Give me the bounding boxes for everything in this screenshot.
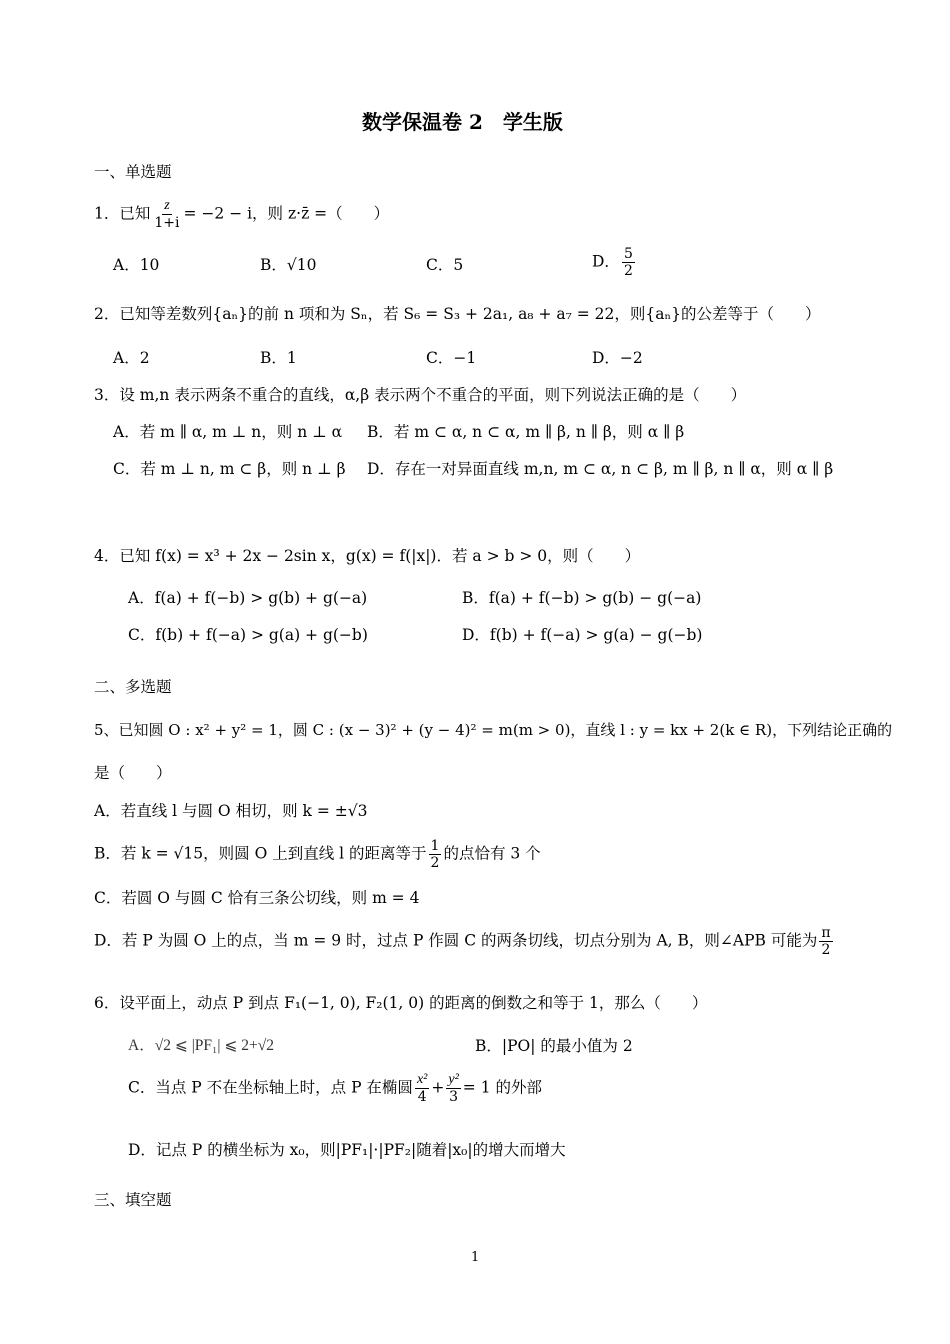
q6-c-den2: 3 <box>449 1089 459 1105</box>
q5-option-c: C．若圆 O 与圆 C 恰有三条公切线，则 m = 4 <box>94 889 420 907</box>
question-4-stem: 4．已知 f(x) = x³ + 2x − 2sin x，g(x) = f(|x|)．若 a > b > 0，则（ ） <box>94 547 641 565</box>
q6-c-num1: x² <box>416 1072 428 1087</box>
page-number: 1 <box>471 1250 480 1265</box>
page-title: 数学保温卷 2 学生版 <box>362 110 563 134</box>
q1-d-den: 2 <box>623 263 633 279</box>
q1-fraction <box>152 198 181 231</box>
q6-c-den1: 4 <box>417 1089 427 1105</box>
q6-option-b: B．|PO| 的最小值为 2 <box>475 1037 633 1055</box>
q1-option-b: B．√10 <box>260 256 317 274</box>
q2-option-c: C．−1 <box>426 349 477 367</box>
q2-option-b: B．1 <box>260 349 297 367</box>
q1-frac-den: 1+i <box>154 215 180 231</box>
q5-b-den: 2 <box>430 855 440 871</box>
q6-option-d: D．记点 P 的横坐标为 x₀，则|PF₁|·|PF₂|随着|x₀|的增大而增大 <box>128 1141 566 1159</box>
q1-option-c: C．5 <box>426 256 464 274</box>
q5-b-pre: B．若 k = √15，则圆 O 上到直线 l 的距离等于 <box>94 844 427 863</box>
q6-option-c <box>128 1072 542 1105</box>
section-heading-single-choice: 一、单选题 <box>94 163 172 181</box>
q1-d-label: D． <box>592 252 620 271</box>
q5-d-num: π <box>821 925 831 941</box>
q5-b-post: 的点恰有 3 个 <box>443 844 541 863</box>
q4-option-a: A．f(a) + f(−b) > g(b) + g(−a) <box>128 589 368 607</box>
q6-c-plus: + <box>431 1078 445 1097</box>
question-5-stem-line2: 是（ ） <box>94 764 172 782</box>
question-6-stem: 6．设平面上，动点 P 到点 F₁(−1, 0), F₂(1, 0) 的距离的倒数之和等于 1，那么（ ） <box>94 994 708 1012</box>
q4-option-d: D．f(b) + f(−a) > g(a) − g(−b) <box>462 626 703 644</box>
q5-option-d <box>94 925 835 958</box>
q5-d-pre: D．若 P 为圆 O 上的点，当 m = 9 时，过点 P 作圆 C 的两条切线，切点分别为 A, B，则∠APB 可能为 <box>94 931 818 950</box>
q1-d-fraction <box>622 246 635 279</box>
q6-c-post: = 1 的外部 <box>462 1078 542 1097</box>
q1-option-d <box>592 246 637 279</box>
q5-b-num: 1 <box>430 838 440 854</box>
q4-option-b: B．f(a) + f(−b) > g(b) − g(−a) <box>462 589 702 607</box>
section-heading-multi-choice: 二、多选题 <box>94 678 172 696</box>
q1-pre: 1．已知 <box>94 204 151 223</box>
q5-option-b <box>94 838 541 871</box>
q5-b-fraction <box>429 838 442 871</box>
q3-option-c: C．若 m ⊥ n, m ⊂ β，则 n ⊥ β <box>113 460 346 478</box>
question-1-stem <box>94 198 389 231</box>
q6-c-fraction-x <box>415 1072 429 1105</box>
q4-option-c: C．f(b) + f(−a) > g(a) + g(−b) <box>128 626 368 644</box>
q3-option-d: D．存在一对异面直线 m,n, m ⊂ α, n ⊂ β, m ∥ β, n ∥ α，则 α ∥ β <box>367 460 834 478</box>
q5-option-a: A．若直线 l 与圆 O 相切，则 k = ±√3 <box>94 802 368 820</box>
q1-frac-num: z <box>164 198 170 213</box>
q1-d-num: 5 <box>623 246 633 262</box>
q5-d-den: 2 <box>821 942 831 958</box>
q6-c-pre: C．当点 P 不在坐标轴上时，点 P 在椭圆 <box>128 1078 413 1097</box>
q5-d-fraction <box>819 925 832 958</box>
q3-option-b: B．若 m ⊂ α, n ⊂ α, m ∥ β, n ∥ β，则 α ∥ β <box>367 423 685 441</box>
question-5-stem-line1: 5、已知圆 O : x² + y² = 1，圆 C : (x − 3)² + (y − 4)² = m(m > 0)，直线 l : y = kx + 2(k ∈ R)，下列结论正确的 <box>94 721 893 739</box>
section-heading-fill-blank: 三、填空题 <box>94 1191 172 1209</box>
q6-c-num2: y² <box>448 1072 459 1087</box>
q1-option-a: A．10 <box>113 256 160 274</box>
q6-c-fraction-y <box>446 1072 460 1105</box>
question-3-stem: 3．设 m,n 表示两条不重合的直线，α,β 表示两个不重合的平面，则下列说法正确的是（ ） <box>94 386 747 404</box>
q6-option-a: A．√2 ⩽ |PF₁| ⩽ 2+√2 <box>128 1037 275 1054</box>
q1-post: = −2 − i，则 z·z̄ =（ ） <box>183 204 390 223</box>
q3-option-a: A．若 m ∥ α, m ⊥ n，则 n ⊥ α <box>113 423 343 441</box>
q2-option-d: D．−2 <box>592 349 643 367</box>
q2-option-a: A．2 <box>113 349 150 367</box>
question-2-stem: 2．已知等差数列{aₙ}的前 n 项和为 Sₙ，若 S₆ = S₃ + 2a₁, a₈ + a₇ = 22，则{aₙ}的公差等于（ ） <box>94 305 821 323</box>
